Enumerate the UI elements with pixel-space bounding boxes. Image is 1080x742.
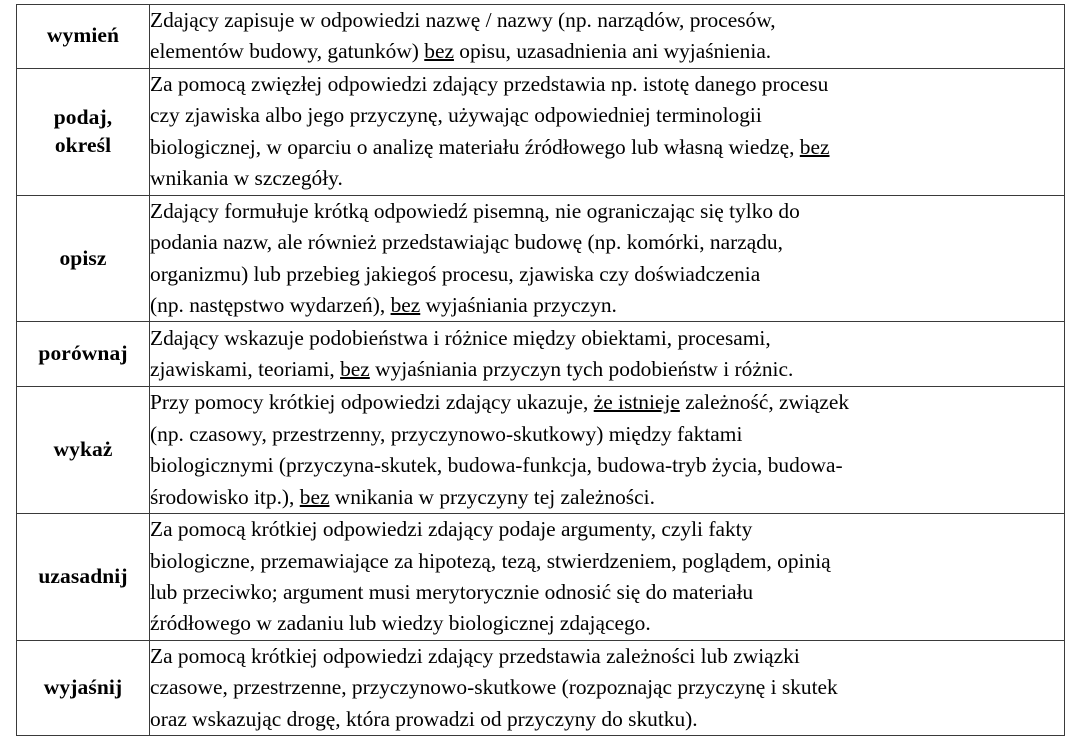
table-row	[17, 387, 1065, 514]
description-segment: oraz wskazując drogę, która prowadzi od przyczyny do skutku).	[150, 706, 698, 731]
term-label: wyjaśnij	[43, 675, 123, 700]
table-row	[17, 195, 1065, 322]
description-text	[150, 5, 1064, 68]
description-cell-wymien	[150, 5, 1065, 69]
description-segment: (np. następstwo wydarzeń),	[150, 293, 391, 318]
table-row	[17, 514, 1065, 641]
term-label: wykaż	[53, 437, 113, 462]
description-segment: zależność, związek	[679, 390, 850, 415]
term-cell-uzasadnij	[17, 514, 150, 641]
underlined-keyword: że istnieje	[593, 390, 680, 415]
description-segment: wnikania w szczegóły.	[150, 166, 343, 191]
description-segment: biologicznymi (przyczyna-skutek, budowa-funkcja, budowa-tryb życia, budowa-	[150, 453, 843, 478]
description-text	[150, 323, 1064, 386]
description-segment: Za pomocą krótkiej odpowiedzi zdający przedstawia zależności lub związki	[150, 644, 800, 669]
description-text	[150, 641, 1064, 735]
operational-verbs-table	[16, 4, 1065, 736]
term-label: uzasadnij	[38, 564, 128, 589]
term-label: podaj,	[53, 104, 113, 129]
underlined-keyword: bez	[424, 39, 454, 64]
term-label: określ	[54, 132, 112, 157]
term-cell-wymien	[17, 5, 150, 69]
description-segment: zjawiskami, teoriami,	[150, 357, 341, 382]
description-segment: biologicznej, w oparciu o analizę materiału źródłowego lub własną wiedzę,	[150, 134, 800, 159]
description-segment: lub przeciwko; argument musi merytorycznie odnosić się do materiału	[150, 580, 754, 605]
underlined-keyword: bez	[390, 293, 421, 318]
description-text	[150, 514, 1064, 640]
description-segment: czasowe, przestrzenne, przyczynowo-skutkowe (rozpoznając przyczynę i skutek	[150, 675, 838, 700]
description-segment: (np. czasowy, przestrzenny, przyczynowo-skutkowy) między faktami	[150, 421, 743, 446]
table-body	[17, 5, 1065, 736]
description-segment: Zdający zapisuje w odpowiedzi nazwę / nazwy (np. narządów, procesów,	[150, 8, 776, 32]
description-segment: organizmu) lub przebieg jakiegoś procesu, zjawiska czy doświadczenia	[150, 261, 761, 286]
description-segment: Przy pomocy krótkiej odpowiedzi zdający ukazuje,	[150, 390, 594, 415]
description-text	[150, 69, 1064, 195]
term-label: opisz	[59, 245, 107, 270]
description-segment: Zdający wskazuje podobieństwa i różnice między obiektami, procesami,	[150, 326, 771, 351]
underlined-keyword: bez	[299, 484, 330, 509]
description-segment: źródłowego w zadaniu lub wiedzy biologicznej zdającego.	[150, 611, 651, 636]
table-row	[17, 641, 1065, 736]
description-segment: elementów budowy, gatunków)	[150, 39, 425, 64]
underlined-keyword: bez	[799, 134, 830, 159]
description-cell-opisz	[150, 195, 1065, 322]
table-row	[17, 5, 1065, 69]
table-row	[17, 68, 1065, 195]
description-segment: czy zjawiska albo jego przyczynę, używając odpowiedniej terminologii	[150, 103, 762, 128]
description-cell-porownaj	[150, 322, 1065, 387]
description-segment: biologiczne, przemawiające za hipotezą, tezą, stwierdzeniem, poglądem, opinią	[150, 548, 831, 573]
description-text	[150, 387, 1064, 513]
description-segment: Za pomocą krótkiej odpowiedzi zdający podaje argumenty, czyli fakty	[150, 517, 753, 542]
description-cell-podaj-okresl	[150, 68, 1065, 195]
description-segment: podania nazw, ale również przedstawiając budowę (np. komórki, narządu,	[150, 230, 783, 255]
underlined-keyword: bez	[340, 357, 370, 382]
description-segment: wnikania w przyczyny tej zależności.	[329, 484, 655, 509]
table-row	[17, 322, 1065, 387]
description-segment: środowisko itp.),	[150, 484, 300, 509]
description-segment: Zdający formułuje krótką odpowiedź pisemną, nie ograniczając się tylko do	[150, 198, 800, 223]
description-text	[150, 196, 1064, 322]
term-cell-opisz	[17, 195, 150, 322]
description-segment: wyjaśniania przyczyn.	[420, 293, 617, 318]
term-cell-podaj-okresl	[17, 68, 150, 195]
term-cell-wykaz	[17, 387, 150, 514]
description-cell-uzasadnij	[150, 514, 1065, 641]
term-cell-wyjasnij	[17, 641, 150, 736]
description-segment: opisu, uzasadnienia ani wyjaśnienia.	[453, 39, 772, 64]
description-segment: Za pomocą zwięzłej odpowiedzi zdający przedstawia np. istotę danego procesu	[150, 72, 829, 96]
description-cell-wyjasnij	[150, 641, 1065, 736]
term-label: porównaj	[38, 341, 128, 366]
description-cell-wykaz	[150, 387, 1065, 514]
term-cell-porownaj	[17, 322, 150, 387]
description-segment: wyjaśniania przyczyn tych podobieństw i różnic.	[369, 357, 794, 382]
term-label: wymień	[46, 23, 120, 48]
